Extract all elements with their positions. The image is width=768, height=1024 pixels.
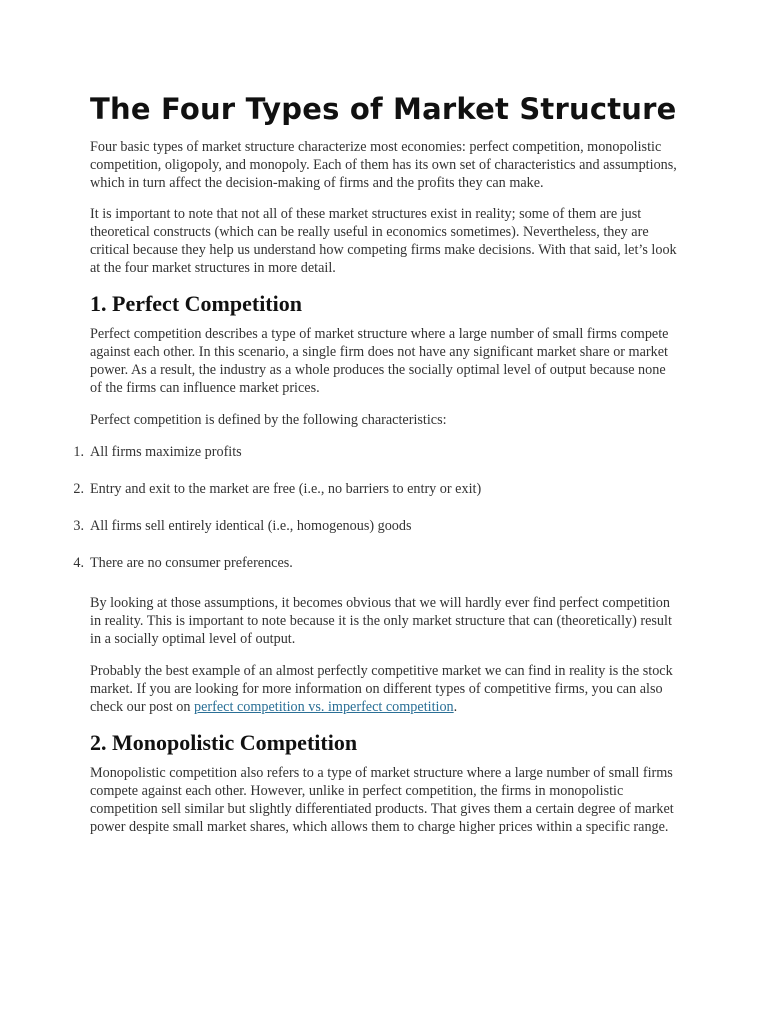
list-item-number: 2. <box>73 481 84 497</box>
paragraph-text-end: . <box>453 699 458 715</box>
list-item <box>73 554 680 572</box>
section-heading-perfect-competition: 1. Perfect Competition <box>90 291 302 316</box>
list-item <box>73 517 680 535</box>
list-item-number: 1. <box>73 444 84 460</box>
paragraph-text: Probably the best example of an almost perfectly competitive market we can find in reality is the stock market. If you are looking for more information on different types of competitive firms, you can also check our post on <box>90 663 673 715</box>
perfect-competition-paragraph-4 <box>90 662 680 716</box>
characteristics-list <box>73 443 680 572</box>
list-item-text: Entry and exit to the market are free (i.e., no barriers to entry or exit) <box>90 481 482 497</box>
monopolistic-competition-paragraph-1: Monopolistic competition also refers to a type of market structure where a large number of small firms compete against each other. However, unlike in perfect competition, the firms in monopolistic competition sell similar but slightly differentiated products. That gives them a certain degree of market power despite small market shares, which allows them to charge higher prices within a specific range. <box>90 765 674 835</box>
list-item-number: 4. <box>73 555 84 571</box>
list-item <box>73 480 680 498</box>
list-item-text: All firms sell entirely identical (i.e., homogenous) goods <box>90 518 412 534</box>
perfect-competition-paragraph-2: Perfect competition is defined by the following characteristics: <box>90 412 447 428</box>
list-item-text: All firms maximize profits <box>90 444 242 460</box>
perfect-competition-paragraph-3: By looking at those assumptions, it becomes obvious that we will hardly ever find perfect competition in reality. This is important to note because it is the only market structure that can (theoretically) result in a socially optimal level of output. <box>90 595 672 647</box>
intro-paragraph-1: Four basic types of market structure characterize most economies: perfect competition, monopolistic competition, oligopoly, and monopoly. Each of them has its own set of characteristics and assumptions, which in turn affect the decision-making of firms and the profits they can make. <box>90 139 677 191</box>
article <box>73 92 680 850</box>
list-item-number: 3. <box>73 518 84 534</box>
page-title: The Four Types of Market Structure <box>90 92 677 126</box>
list-item-text: There are no consumer preferences. <box>90 555 293 571</box>
list-item <box>73 443 680 461</box>
intro-paragraph-2: It is important to note that not all of these market structures exist in reality; some of them are just theoretical constructs (which can be really useful in economics sometimes). Nevertheless, they are critical because they help us understand how competing firms make decisions. With that said, let’s look at the four market structures in more detail. <box>90 206 677 276</box>
section-heading-monopolistic-competition: 2. Monopolistic Competition <box>90 730 358 755</box>
perfect-vs-imperfect-competition-link[interactable]: perfect competition vs. imperfect competition <box>194 699 454 715</box>
perfect-competition-paragraph-1: Perfect competition describes a type of market structure where a large number of small firms compete against each other. In this scenario, a single firm does not have any significant market share or market power. As a result, the industry as a whole produces the socially optimal level of output because none of the firms can influence market prices. <box>90 326 669 396</box>
